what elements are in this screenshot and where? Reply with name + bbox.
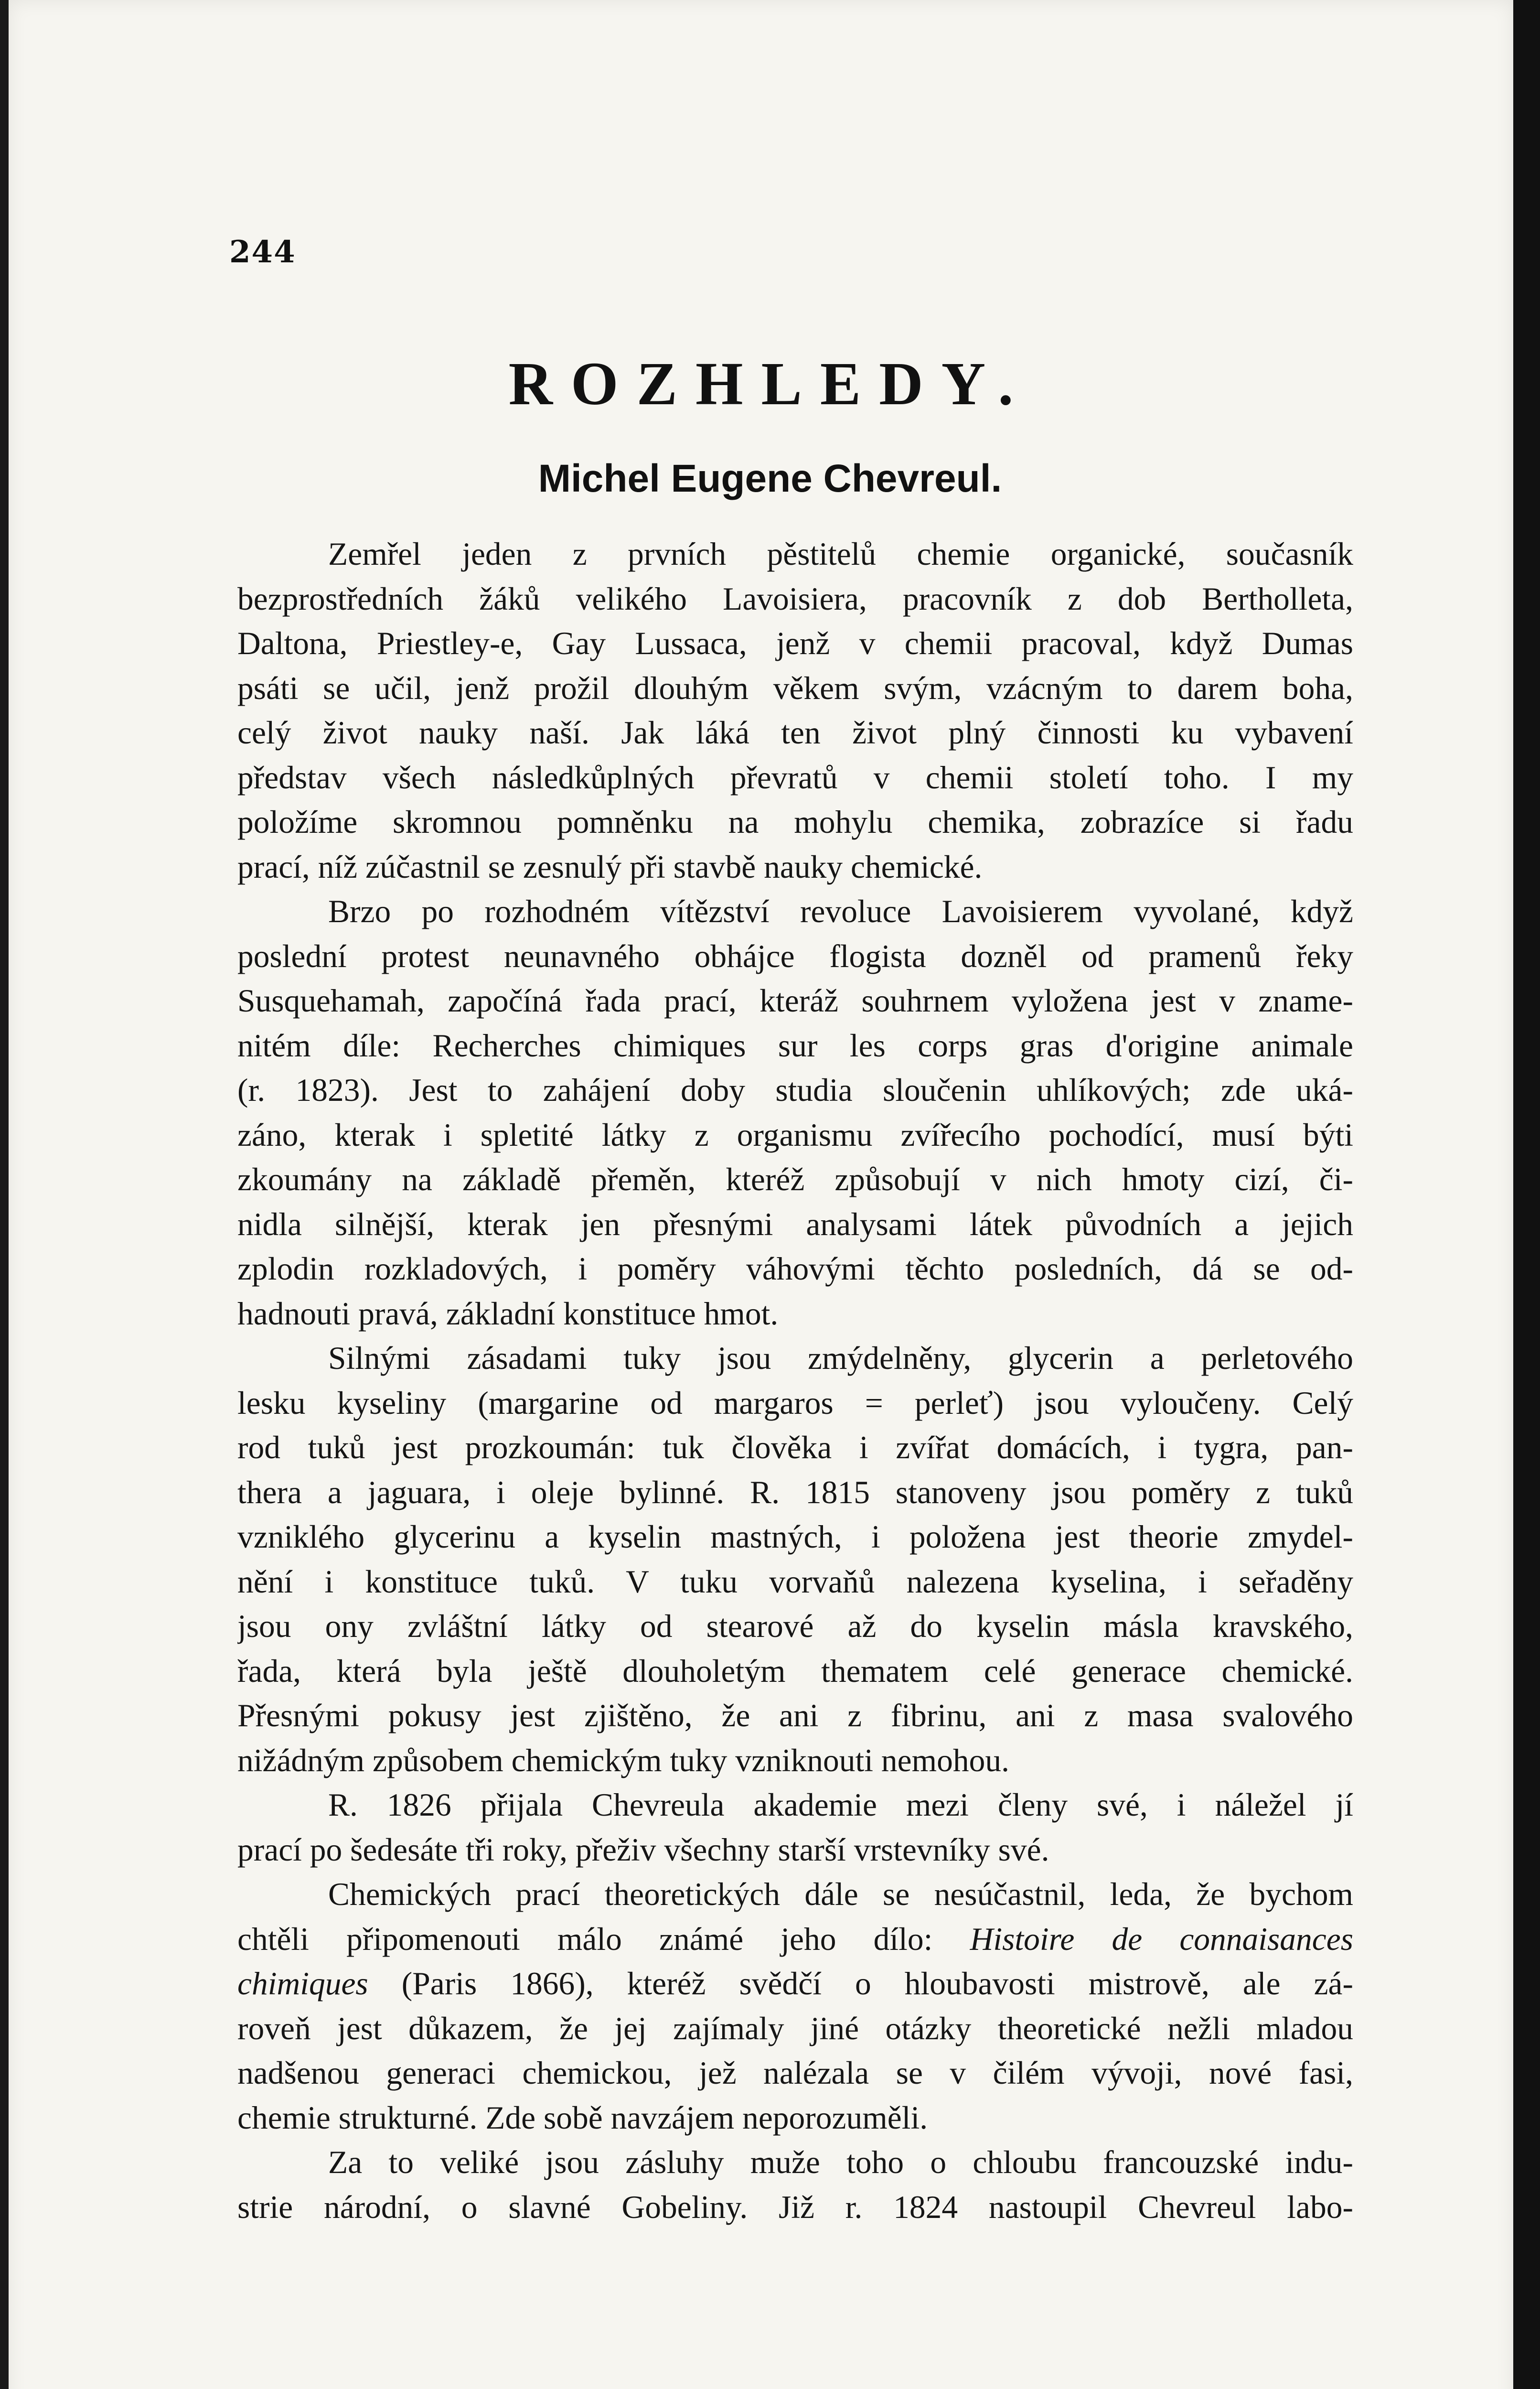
text-line: nitém díle: Recherches chimiques sur les corps gras d'origine animale [237,1027,1353,1064]
text-line [237,1961,1353,2006]
paragraph-4 [237,1783,1353,1872]
text-line: thera a jaguara, i oleje bylinné. R. 1815 stanoveny jsou poměry z tuků [237,1474,1353,1510]
text-line: Za to veliké jsou zásluhy muže toho o chloubu francouzské indu- [328,2144,1353,2180]
text-line: psáti se učil, jenž prožil dlouhým věkem svým, vzácným to darem boha, [237,670,1353,706]
text-line: R. 1826 přijala Chevreula akademie mezi členy své, i náležel jí [328,1787,1353,1823]
text-line: bezprostředních žáků velikého Lavoisiera, pracovník z dob Bertholleta, [237,581,1353,617]
article-body [237,532,1353,2229]
text-line: Daltona, Priestley-e, Gay Lussaca, jenž v chemii pracoval, když Dumas [237,625,1353,661]
text-line: zplodin rozkladových, i poměry váhovými těchto posledních, dá se od- [237,1251,1353,1287]
text-line: Přesnými pokusy jest zjištěno, že ani z fibrinu, ani z masa svalového [237,1698,1353,1733]
article-title: Michel Eugene Chevreul. [538,457,1002,500]
text-line: řada, která byla ještě dlouholetým thematem celé generace chemické. [237,1653,1353,1689]
page-number: 244 [229,234,296,270]
paragraph-5 [237,1872,1353,2140]
text-line: rod tuků jest prozkoumán: tuk člověka i zvířat domácích, i tygra, pan- [237,1430,1353,1465]
text-line: Brzo po rozhodném vítězství revoluce Lavoisierem vyvolané, když [328,893,1353,929]
text-line: vzniklého glycerinu a kyselin mastných, i položena jest theorie zmydel- [237,1519,1353,1555]
text-fragment: chtěli připomenouti málo známé jeho dílo: [237,1921,933,1957]
text-line: poslední protest neunavného obhájce flogista dozněl od pramenů řeky [237,938,1353,974]
text-line: Chemických prací theoretických dále se nesúčastnil, leda, že bychom [328,1876,1353,1912]
text-line: záno, kterak i spletité látky z organismu zvířecího pochodící, musí býti [237,1117,1353,1153]
text-line: položíme skromnou pomněnku na mohylu chemika, zobrazíce si řadu [237,804,1353,840]
text-line: představ všech následkůplných převratů v chemii století toho. I my [237,759,1353,796]
section-title: ROZHLEDY. [508,350,1032,418]
text-line: prací, níž zúčastnil se zesnulý při stavbě nauky chemické. [237,849,983,885]
text-line: hadnouti pravá, základní konstituce hmot. [237,1295,779,1332]
text-line: nidla silnější, kterak jen přesnými analysami látek původních a jejich [237,1206,1353,1242]
text-line: lesku kyseliny (margarine od margaros = perleť) jsou vyloučeny. Celý [237,1385,1353,1421]
text-line: nadšenou generaci chemickou, jež nalézala se v čilém vývoji, nové fasi, [237,2055,1353,2091]
text-line: chemie strukturné. Zde sobě navzájem neporozuměli. [237,2099,928,2136]
text-line: strie národní, o slavné Gobeliny. Již r. 1824 nastoupil Chevreul labo- [237,2189,1353,2225]
text-line: nižádným způsobem chemickým tuky vzniknouti nemohou. [237,1742,1009,1778]
paragraph-2 [237,889,1353,1336]
italic-book-title: chimiques [237,1966,368,2002]
text-line: zkoumány na základě přeměn, kteréž způsobují v nich hmoty cizí, či- [237,1162,1353,1197]
text-line: jsou ony zvláštní látky od stearové až do kyselin másla kravského, [237,1608,1353,1644]
text-line: nění i konstituce tuků. V tuku vorvaňů nalezena kyselina, i seřaděny [237,1563,1353,1600]
text-fragment: (Paris 1866), kteréž svědčí o hloubavosti mistrově, ale zá- [401,1966,1353,2002]
text-line [237,1917,1353,1962]
text-line: celý život nauky naší. Jak láká ten život plný činnosti ku vybavení [237,715,1353,751]
paragraph-3 [237,1336,1353,1783]
paragraph-1 [237,532,1353,889]
text-line: roveň jest důkazem, že jej zajímaly jiné otázky theoretické nežli mladou [237,2010,1353,2046]
text-line: Susquehamah, započíná řada prací, kteráž souhrnem vyložena jest v zname- [237,983,1353,1019]
paragraph-6 [237,2140,1353,2229]
text-line: Silnými zásadami tuky jsou zmýdelněny, glycerin a perletového [328,1340,1353,1376]
text-line: prací po šedesáte tři roky, přeživ všechny starší vrstevníky své. [237,1831,1049,1868]
text-line: (r. 1823). Jest to zahájení doby studia sloučenin uhlíkových; zde uká- [237,1072,1353,1108]
text-line: Zemřel jeden z prvních pěstitelů chemie organické, současník [328,536,1353,572]
italic-book-title: Histoire de connaisances [970,1921,1353,1957]
